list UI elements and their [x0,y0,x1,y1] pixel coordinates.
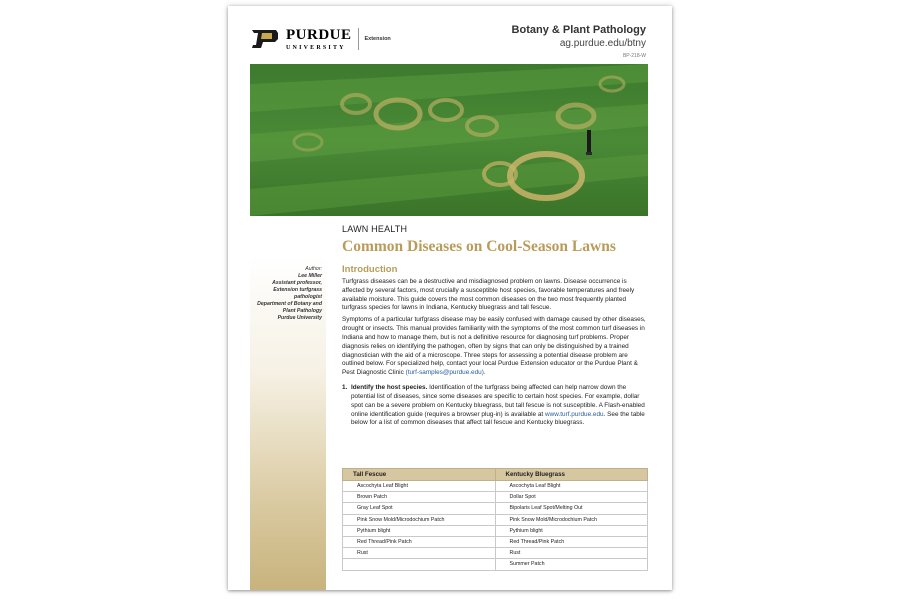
table-row [343,548,648,559]
table-cell [343,559,496,570]
publication-code: BP-218-W [622,53,646,59]
intro-paragraph-1: Turfgrass diseases can be a destructive and misdiagnosed problem on lawns. Disease occurrence is affected by several factors, most crucially a susceptible host species, favorable temperatures and freely available moisture. This guide covers the most common diseases on the two most frequently planted turfgrass species for lawns in Indiana, Kentucky bluegrass and tall fescue. [342,278,635,312]
logo-extension-label: Extension [364,36,391,42]
table-row [343,525,648,536]
lawn-disease-photo [250,64,648,216]
table-cell: Rust [495,548,648,559]
table-row [343,481,648,492]
department-name: Botany & Plant Pathology [511,24,646,36]
document-page [228,6,672,590]
article-body [342,224,648,428]
table-header-row [343,469,648,481]
purdue-p-logo-icon [250,29,280,49]
table-cell: Red Thread/Pink Patch [343,536,496,547]
table-cell: Pythium blight [495,525,648,536]
table-row [343,492,648,503]
logo-wordmark: PURDUE [286,26,352,43]
list-item-text: Identification of the turfgrass being affected can help narrow down the potential list of diseases, since some diseases are specific to certain host species. For example, dollar spot can be a severe problem on Kentucky bluegrass, but tall fescue is not susceptible. A Flash-enabled online identification guide (requires a browser plug-in) is available at [351,384,645,418]
table-row [343,559,648,570]
table-row [343,536,648,547]
table-cell: Rust [343,548,496,559]
list-item-number: 1. [342,384,348,392]
table-cell: Summer Patch [495,559,648,570]
intro-paragraph-2 [342,316,648,378]
paragraph-2-text: Symptoms of a particular turfgrass disease may be easily confused with damage caused by other diseases, drought or insects. This manual provides familiarity with the symptoms of the most common turf diseases in Indiana and how to manage them, but is not a definitive resource for diagnosing turf problems. Proper diagnosis relies on identifying the pathogen, often by signs that can only be distinguished by a trained diagnostician with the aid of a microscope. Three steps for assessing a potential disease problem are outlined below. For specialized help, contact your local Purdue Extension educator or the Purdue Plant & Pest Diagnostic Clinic [342,316,646,377]
table-cell: Ascochyta Leaf Blight [343,481,496,492]
author-department: Department of Botany and Plant Pathology [257,301,322,315]
author-heading: Author: [305,266,322,272]
column-header-kentucky-bluegrass: Kentucky Bluegrass [495,469,648,481]
intro-heading: Introduction [342,264,398,275]
table-cell: Pink Snow Mold/Microdochium Patch [343,514,496,525]
list-item-identify-host [342,384,648,428]
purdue-logo [250,26,391,52]
author-university: Purdue University [277,315,322,322]
article-title: Common Diseases on Cool-Season Lawns [342,238,616,255]
turf-purdue-link[interactable]: www.turf.purdue.edu [544,410,604,418]
table-row [343,514,648,525]
table-cell: Brown Patch [343,492,496,503]
column-header-tall-fescue: Tall Fescue [343,469,496,481]
author-sidebar [250,256,326,590]
paragraph-2-end: . [483,369,486,377]
logo-subtitle: UNIVERSITY [286,44,346,51]
department-block [512,24,646,59]
table-cell: Pink Snow Mold/Microdochium Patch [495,514,648,525]
department-url: ag.purdue.edu/btny [559,38,646,49]
section-kicker: LAWN HEALTH [342,224,408,234]
logo-divider [358,28,359,50]
list-item-end: . See the table below for a list of common diseases that affect tall fescue and Kentucky bluegrass. [351,410,645,427]
diagnostic-clinic-email-link[interactable]: (turf-samples@purdue.edu) [405,369,484,377]
author-title: Assistant professor, Extension turfgrass pathologist [272,280,322,301]
table-cell: Pythium blight [343,525,496,536]
table-cell: Ascochyta Leaf Blight [495,481,648,492]
list-item-heading: Identify the host species. [351,384,428,392]
author-name: Lee Miller [298,273,322,280]
table-row [343,503,648,514]
disease-table [342,468,648,571]
table-cell: Bipolaris Leaf Spot/Melting Out [495,503,648,514]
table-cell: Dollar Spot [495,492,648,503]
table-cell: Red Thread/Pink Patch [495,536,648,547]
table-cell: Gray Leaf Spot [343,503,496,514]
